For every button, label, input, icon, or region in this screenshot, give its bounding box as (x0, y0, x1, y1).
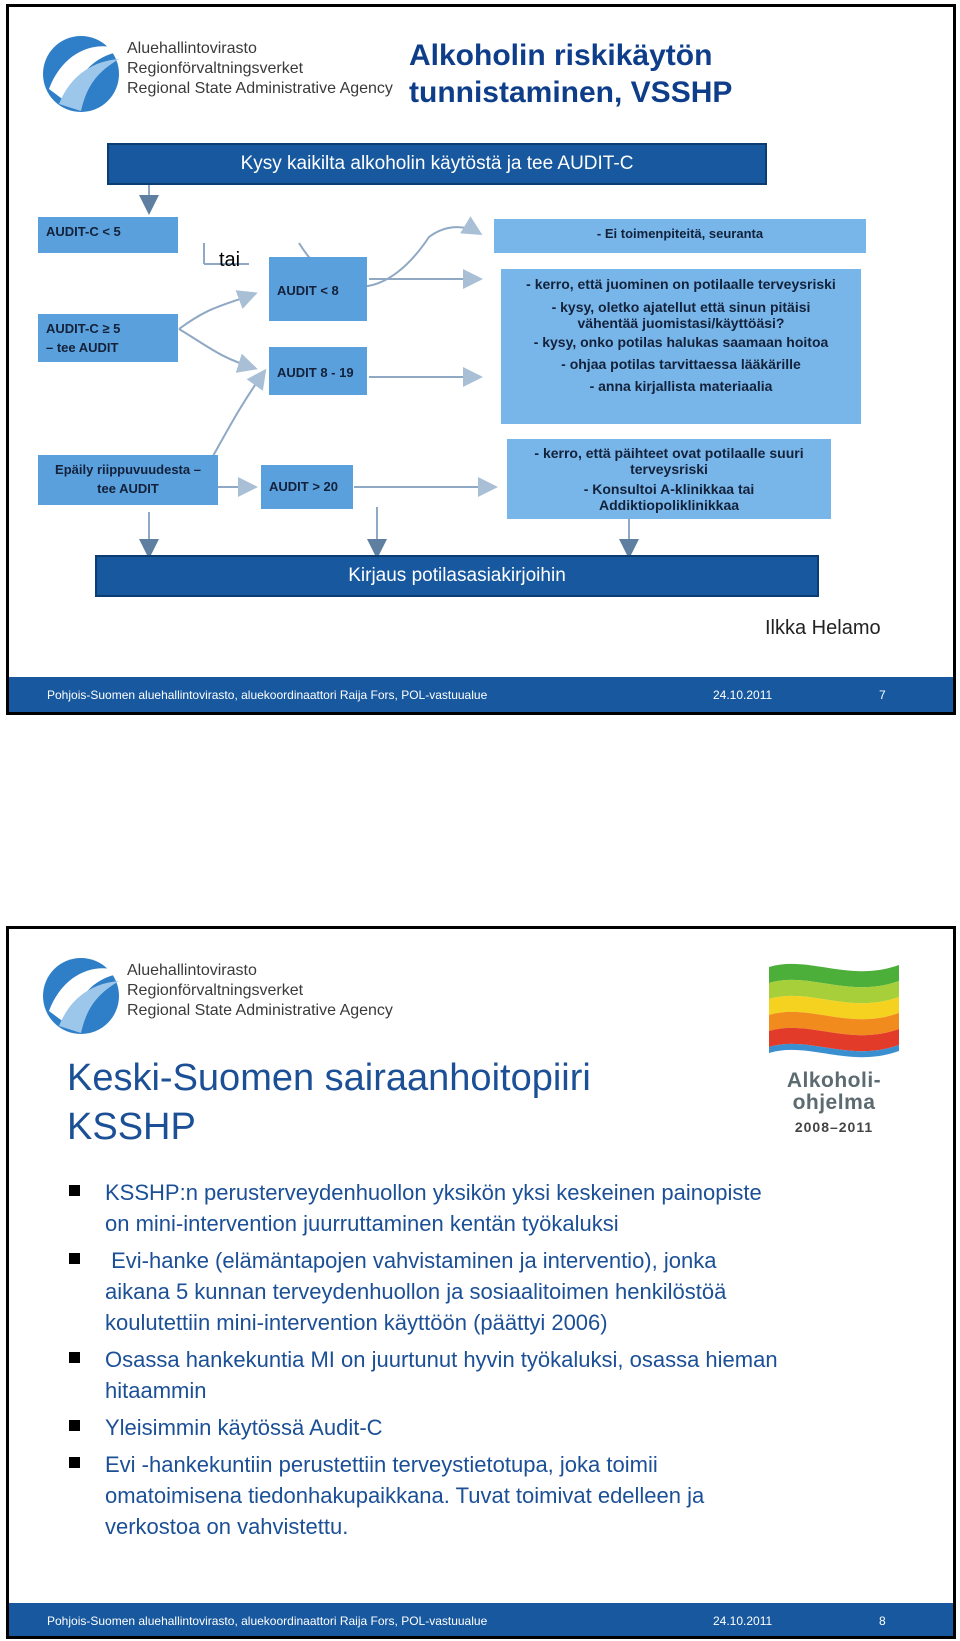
agency-logo (39, 29, 399, 119)
bullet-line: KSSHP:n perusterveydenhuollon yksikön yksi keskeinen painopiste (105, 1180, 762, 1205)
bullet-line: omatoimisena tiedonhakupaikkana. Tuvat toimivat edelleen ja (105, 1483, 705, 1508)
bullet-item (67, 1449, 927, 1542)
box-suspected-line2: tee AUDIT (97, 481, 159, 496)
box-audit-gt20: AUDIT > 20 (261, 465, 353, 509)
action-mid-2: - kysy, oletko ajatellut että sinun pitäisi (551, 299, 811, 315)
bullet-square-icon (69, 1420, 80, 1431)
slide-title-line2: tunnistaminen, VSSHP (409, 76, 733, 109)
action-high-3: - Konsultoi A-klinikkaa tai (583, 481, 755, 497)
footer-text: Pohjois-Suomen aluehallintovirasto, aluekoordinaattori Raija Fors, POL-vastuualue (47, 688, 488, 702)
slide-8 (6, 926, 956, 1639)
box-auditc-ge5 (38, 314, 178, 362)
slide-title (409, 37, 732, 111)
bullet-item (67, 1245, 927, 1338)
badge-word-1: Alkoholi- (786, 1069, 882, 1092)
action-brief-intervention (501, 269, 861, 424)
agency-logo (39, 951, 399, 1041)
agency-name-en: Regional State Administrative Agency (127, 1002, 393, 1019)
bullet-item (67, 1344, 927, 1406)
agency-name-fi: Aluehallintovirasto (127, 40, 257, 57)
agency-name (127, 39, 393, 99)
bullet-item (67, 1177, 927, 1239)
footer-date: 24.10.2011 (713, 1614, 773, 1628)
agency-name (127, 961, 393, 1021)
bullet-line: Evi -hankekuntiin perustettiin terveystietotupa, joka toimii (105, 1452, 658, 1477)
bullet-line: verkostoa on vahvistettu. (105, 1514, 349, 1539)
slide-title (67, 1054, 591, 1152)
badge-word-2: ohjelma (792, 1091, 876, 1114)
agency-name-sv: Regionförvaltningsverket (127, 982, 304, 999)
action-no-measures: - Ei toimenpiteitä, seuranta (494, 219, 866, 253)
bullet-item (67, 1412, 927, 1443)
action-high-1: - kerro, että päihteet ovat potilaalle suuri (534, 445, 804, 461)
action-mid-1: - kerro, että juominen on potilaalle terveysriski (526, 276, 836, 292)
slide-footer (9, 677, 953, 713)
badge-years: 2008–2011 (794, 1119, 874, 1135)
box-audit-8-19: AUDIT 8 - 19 (269, 347, 367, 395)
action-mid-4: - kysy, onko potilas halukas saamaan hoitoa (533, 334, 829, 350)
action-mid-3: vähentää juomistasi/käyttöäsi? (577, 315, 785, 331)
author-name: Ilkka Helamo (765, 617, 881, 639)
bullet-square-icon (69, 1253, 80, 1264)
action-high-4: Addiktiopoliklinikkaa (598, 497, 740, 513)
box-audit-lt8: AUDIT < 8 (269, 257, 367, 321)
slide-footer (9, 1603, 953, 1639)
page-number: 8 (879, 1614, 886, 1628)
bullet-line: Osassa hankekuntia MI on juurtunut hyvin työkaluksi, osassa hieman (105, 1347, 778, 1372)
agency-logo-icon (39, 951, 129, 1041)
bullet-line: hitaammin (105, 1378, 207, 1403)
agency-name-fi: Aluehallintovirasto (127, 962, 257, 979)
bullet-line: Evi-hanke (elämäntapojen vahvistaminen ja interventio), jonka (105, 1248, 717, 1273)
bullet-line: aikana 5 kunnan terveydenhuollon ja sosiaalitoimen henkilöstöä (105, 1279, 727, 1304)
bullet-line: Yleisimmin käytössä Audit-C (105, 1415, 383, 1440)
action-high-2: terveysriski (630, 461, 708, 477)
box-auditc-lt5: AUDIT-C < 5 (38, 217, 178, 253)
record-bar: Kirjaus potilasasiakirjoihin (95, 555, 819, 597)
or-label: tai (219, 249, 241, 271)
rainbow-flag-icon (769, 959, 899, 1064)
page-number: 7 (879, 688, 886, 702)
bullet-square-icon (69, 1457, 80, 1468)
box-auditc-ge5-line1: AUDIT-C ≥ 5 (46, 321, 121, 336)
action-high-risk (507, 439, 831, 519)
footer-text: Pohjois-Suomen aluehallintovirasto, aluekoordinaattori Raija Fors, POL-vastuualue (47, 1614, 488, 1628)
bullet-square-icon (69, 1352, 80, 1363)
ask-everyone-bar: Kysy kaikilta alkoholin käytöstä ja tee AUDIT-C (107, 143, 767, 185)
footer-date: 24.10.2011 (713, 688, 773, 702)
agency-name-en: Regional State Administrative Agency (127, 80, 393, 97)
bullet-list (67, 1177, 927, 1548)
agency-name-sv: Regionförvaltningsverket (127, 60, 304, 77)
box-suspected-line1: Epäily riippuvuudesta – (55, 462, 201, 477)
box-suspected-dependence (38, 455, 218, 505)
bullet-square-icon (69, 1185, 80, 1196)
alcohol-programme-logo (769, 959, 899, 1134)
action-mid-5: - ohjaa potilas tarvittaessa lääkärille (561, 356, 801, 372)
slide-7 (6, 4, 956, 715)
slide-title-line1: Keski-Suomen sairaanhoitopiiri (67, 1057, 591, 1099)
bullet-line: koulutettiin mini-intervention käyttöön (päättyi 2006) (105, 1310, 608, 1335)
action-mid-6: - anna kirjallista materiaalia (589, 378, 773, 394)
box-auditc-ge5-line2: – tee AUDIT (46, 340, 119, 355)
slide-title-line2: KSSHP (67, 1106, 196, 1148)
bullet-line: on mini-intervention juurruttaminen kentän työkaluksi (105, 1211, 619, 1236)
agency-logo-icon (39, 29, 129, 119)
slide-title-line1: Alkoholin riskikäytön (409, 39, 713, 72)
